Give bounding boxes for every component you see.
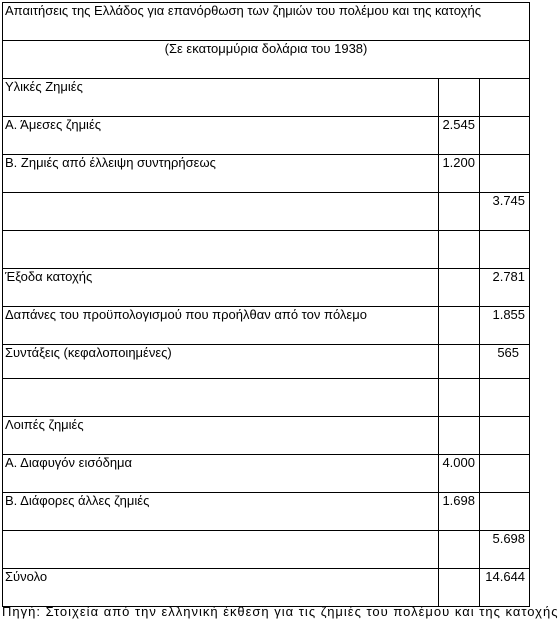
table-subtitle: (Σε εκατομμύρια δολάρια του 1938) <box>3 41 530 79</box>
row-value-col1: 1.698 <box>439 493 480 531</box>
row-value-col1 <box>439 569 480 607</box>
row-value-col2 <box>480 79 530 117</box>
row-value-col1 <box>439 193 480 231</box>
row-label: Β. Διάφορες άλλες ζημιές <box>3 493 439 531</box>
table-row <box>3 79 530 117</box>
row-label <box>3 379 439 417</box>
table-row <box>3 231 530 269</box>
row-value-col1 <box>439 531 480 569</box>
title-row <box>3 3 530 41</box>
row-label: Α. Διαφυγόν εισόδημα <box>3 455 439 493</box>
row-value-col1: 2.545 <box>439 117 480 155</box>
row-label: Λοιπές ζημιές <box>3 417 439 455</box>
row-value-col2 <box>480 231 530 269</box>
table-row <box>3 269 530 307</box>
row-value-col2 <box>480 379 530 417</box>
row-value-col1: 4.000 <box>439 455 480 493</box>
row-label <box>3 193 439 231</box>
row-label: Συντάξεις (κεφαλοποιημένες) <box>3 345 439 379</box>
table-row <box>3 117 530 155</box>
row-label: Υλικές Ζημιές <box>3 79 439 117</box>
row-value-col1 <box>439 231 480 269</box>
table-row <box>3 417 530 455</box>
row-label: Α. Άμεσες ζημιές <box>3 117 439 155</box>
table-row <box>3 155 530 193</box>
row-value-col2 <box>480 155 530 193</box>
footer-text <box>2 604 558 620</box>
row-value-col2 <box>480 493 530 531</box>
row-value-col1 <box>439 345 480 379</box>
row-label: Σύνολο <box>3 569 439 607</box>
row-value-col2: 2.781 <box>480 269 530 307</box>
row-value-col1 <box>439 79 480 117</box>
row-label <box>3 231 439 269</box>
row-value-col2 <box>480 117 530 155</box>
row-label: Β. Ζημιές από έλλειψη συντηρήσεως <box>3 155 439 193</box>
table-row <box>3 493 530 531</box>
table-row <box>3 379 530 417</box>
row-value-col2: 14.644 <box>480 569 530 607</box>
row-label: Δαπάνες του προϋπολογισμού που προήλθαν από τον πόλεμο <box>3 307 439 345</box>
row-value-col1: 1.200 <box>439 155 480 193</box>
row-value-col2: 3.745 <box>480 193 530 231</box>
subtitle-row <box>3 41 530 79</box>
row-label: Έξοδα κατοχής <box>3 269 439 307</box>
footer-text-line: Πηγή: Στοιχεία από την ελληνική έκθεση για τις ζημιές του πολέμου και της κατοχής <box>2 604 558 619</box>
table-row <box>3 531 530 569</box>
row-value-col1 <box>439 307 480 345</box>
row-value-col1 <box>439 379 480 417</box>
table-row <box>3 345 530 379</box>
row-value-col2 <box>480 455 530 493</box>
table-title: Απαιτήσεις της Ελλάδος για επανόρθωση των ζημιών του πολέμου και της κατοχής <box>3 3 530 41</box>
reparations-table <box>2 2 530 607</box>
row-value-col1 <box>439 417 480 455</box>
row-value-col2: 565 <box>480 345 530 379</box>
row-value-col2 <box>480 417 530 455</box>
table-row <box>3 455 530 493</box>
table-row <box>3 569 530 607</box>
row-value-col2: 5.698 <box>480 531 530 569</box>
row-value-col2: 1.855 <box>480 307 530 345</box>
row-value-col1 <box>439 269 480 307</box>
table-row <box>3 307 530 345</box>
row-label <box>3 531 439 569</box>
table-row <box>3 193 530 231</box>
